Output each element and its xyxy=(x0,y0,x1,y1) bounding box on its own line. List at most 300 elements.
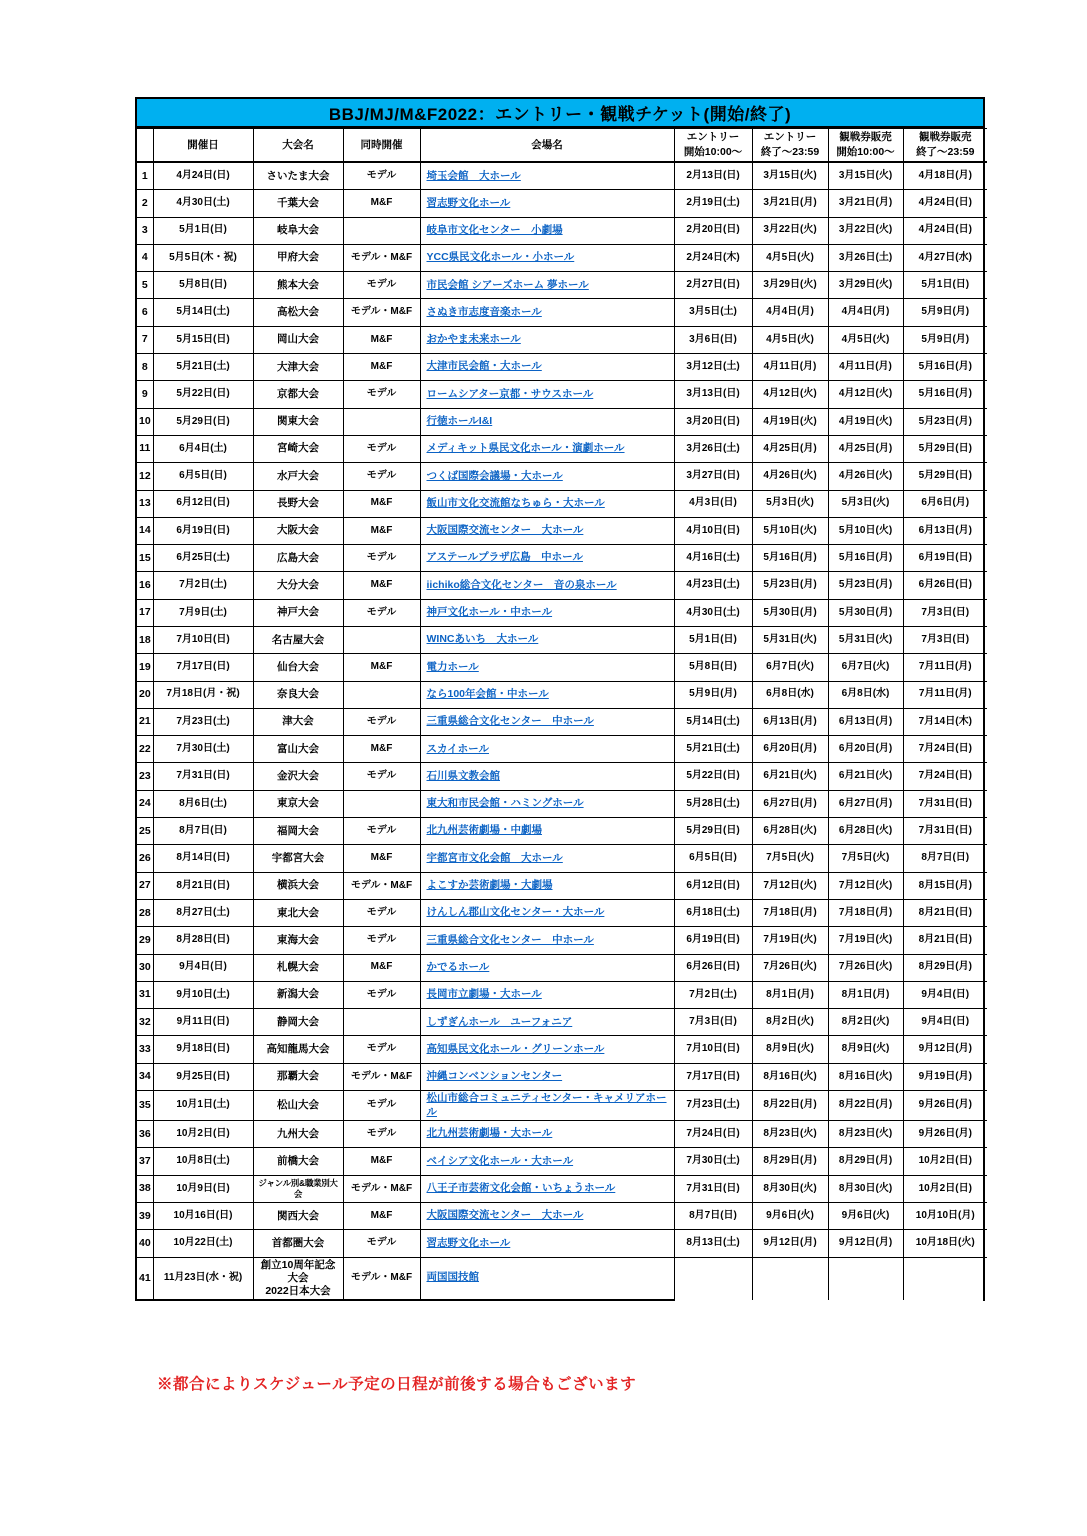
ticket-start: 7月5日(火) xyxy=(828,845,903,872)
row-number: 22 xyxy=(137,736,153,763)
table-row xyxy=(137,545,987,572)
venue-link[interactable]: iichiko総合文化センター 音の泉ホール xyxy=(426,578,617,591)
venue-link[interactable]: 北九州芸術劇場・大ホール xyxy=(426,1127,553,1140)
tournament-name: 大阪大会 xyxy=(253,517,343,544)
ticket-end: 5月9日(月) xyxy=(903,326,987,353)
event-date: 5月29日(日) xyxy=(153,408,253,435)
ticket-start: 3月22日(火) xyxy=(828,217,903,244)
tournament-name: ジャンル別&職業別大会 xyxy=(253,1175,343,1202)
ticket-end: 7月31日(日) xyxy=(903,818,987,845)
ticket-end: 9月19日(月) xyxy=(903,1063,987,1090)
event-date: 7月9日(土) xyxy=(153,599,253,626)
entry-end xyxy=(752,1257,828,1300)
header-row xyxy=(137,129,987,163)
row-number: 29 xyxy=(137,927,153,954)
entry-start: 3月5日(土) xyxy=(674,299,752,326)
row-number: 13 xyxy=(137,490,153,517)
row-number: 6 xyxy=(137,299,153,326)
header-concurrent-event: 同時開催 xyxy=(343,129,420,163)
ticket-start: 5月16日(月) xyxy=(828,545,903,572)
ticket-start: 5月10日(火) xyxy=(828,517,903,544)
ticket-end: 9月26日(月) xyxy=(903,1091,987,1121)
row-number: 14 xyxy=(137,517,153,544)
venue xyxy=(420,354,674,381)
ticket-end: 5月29日(日) xyxy=(903,463,987,490)
entry-start: 3月26日(土) xyxy=(674,435,752,462)
concurrent-event: モデル xyxy=(343,1121,420,1148)
entry-start: 7月31日(日) xyxy=(674,1175,752,1202)
venue xyxy=(420,1036,674,1063)
row-number: 5 xyxy=(137,272,153,299)
event-date: 6月19日(日) xyxy=(153,517,253,544)
entry-end: 5月16日(月) xyxy=(752,545,828,572)
entry-end: 6月13日(月) xyxy=(752,708,828,735)
entry-start xyxy=(674,1257,752,1300)
ticket-start: 9月12日(月) xyxy=(828,1230,903,1257)
entry-start: 5月9日(月) xyxy=(674,681,752,708)
concurrent-event: モデル・M&F xyxy=(343,872,420,899)
concurrent-event: M&F xyxy=(343,845,420,872)
tournament-name: 富山大会 xyxy=(253,736,343,763)
concurrent-event: モデル xyxy=(343,708,420,735)
tournament-name: 創立10周年記念大会 2022日本大会 xyxy=(253,1257,343,1300)
concurrent-event: モデル・M&F xyxy=(343,1063,420,1090)
table-row xyxy=(137,1121,987,1148)
table-row xyxy=(137,1091,987,1121)
ticket-start: 8月29日(月) xyxy=(828,1148,903,1175)
row-number: 18 xyxy=(137,626,153,653)
tournament-name: さいたま大会 xyxy=(253,162,343,189)
entry-end: 8月30日(火) xyxy=(752,1175,828,1202)
venue-link[interactable]: メディキット県民文化ホール・演劇ホール xyxy=(426,442,625,455)
concurrent-event: M&F xyxy=(343,654,420,681)
row-number: 10 xyxy=(137,408,153,435)
venue-link[interactable]: ベイシア文化ホール・大ホール xyxy=(426,1154,574,1167)
venue xyxy=(420,1202,674,1229)
ticket-start: 8月16日(火) xyxy=(828,1063,903,1090)
tournament-name: 首都圏大会 xyxy=(253,1230,343,1257)
ticket-end: 7月24日(日) xyxy=(903,736,987,763)
event-date: 6月25日(土) xyxy=(153,545,253,572)
entry-start: 6月12日(日) xyxy=(674,872,752,899)
venue-link[interactable]: 両国国技館 xyxy=(426,1271,479,1284)
tournament-name: 前橋大会 xyxy=(253,1148,343,1175)
row-number: 33 xyxy=(137,1036,153,1063)
venue xyxy=(420,326,674,353)
venue xyxy=(420,708,674,735)
concurrent-event: モデル xyxy=(343,927,420,954)
concurrent-event: M&F xyxy=(343,190,420,217)
row-number: 37 xyxy=(137,1148,153,1175)
entry-start: 5月1日(日) xyxy=(674,626,752,653)
concurrent-event: モデル xyxy=(343,545,420,572)
table-row xyxy=(137,1230,987,1257)
concurrent-event: M&F xyxy=(343,490,420,517)
table-row xyxy=(137,626,987,653)
ticket-end: 5月1日(日) xyxy=(903,272,987,299)
venue xyxy=(420,381,674,408)
concurrent-event: M&F xyxy=(343,954,420,981)
event-date: 10月8日(土) xyxy=(153,1148,253,1175)
ticket-start: 8月23日(火) xyxy=(828,1121,903,1148)
concurrent-event: M&F xyxy=(343,354,420,381)
venue-link[interactable]: 飯山市文化交流館なちゅら・大ホール xyxy=(426,496,605,509)
entry-end: 8月1日(月) xyxy=(752,981,828,1008)
venue xyxy=(420,763,674,790)
venue-link[interactable]: 大阪国際交流センター 大ホール xyxy=(426,524,584,537)
venue-link[interactable]: 市民会館 シアーズホーム 夢ホール xyxy=(426,278,589,291)
table-row xyxy=(137,1063,987,1090)
tournament-name: 甲府大会 xyxy=(253,244,343,271)
venue xyxy=(420,408,674,435)
entry-start: 5月14日(土) xyxy=(674,708,752,735)
entry-start: 6月19日(日) xyxy=(674,927,752,954)
venue-link[interactable]: つくば国際会議場・大ホール xyxy=(426,469,563,482)
row-number: 34 xyxy=(137,1063,153,1090)
row-number: 39 xyxy=(137,1202,153,1229)
tournament-name: 奈良大会 xyxy=(253,681,343,708)
tournament-name: 津大会 xyxy=(253,708,343,735)
concurrent-event: モデル xyxy=(343,763,420,790)
row-number: 1 xyxy=(137,162,153,189)
table-row xyxy=(137,1036,987,1063)
venue-link[interactable]: 松山市総合コミュニティセンター・キャメリアホール xyxy=(426,1092,667,1118)
event-date: 7月31日(日) xyxy=(153,763,253,790)
event-date: 5月8日(日) xyxy=(153,272,253,299)
entry-end: 7月19日(火) xyxy=(752,927,828,954)
concurrent-event xyxy=(343,408,420,435)
concurrent-event: モデル xyxy=(343,1230,420,1257)
venue-link[interactable]: 岐阜市文化センター 小劇場 xyxy=(426,223,563,236)
tournament-name: 松山大会 xyxy=(253,1091,343,1121)
table-row xyxy=(137,408,987,435)
venue-link[interactable]: 三重県総合文化センター 中ホール xyxy=(426,933,594,946)
concurrent-event: モデル xyxy=(343,435,420,462)
ticket-start: 7月26日(火) xyxy=(828,954,903,981)
entry-end: 3月29日(火) xyxy=(752,272,828,299)
entry-start: 8月7日(日) xyxy=(674,1202,752,1229)
ticket-end: 9月4日(日) xyxy=(903,981,987,1008)
entry-start: 5月29日(日) xyxy=(674,818,752,845)
ticket-end xyxy=(903,1257,987,1300)
tournament-name: 九州大会 xyxy=(253,1121,343,1148)
event-date: 8月6日(土) xyxy=(153,790,253,817)
row-number: 3 xyxy=(137,217,153,244)
schedule-body xyxy=(137,162,987,1299)
ticket-end: 7月14日(木) xyxy=(903,708,987,735)
venue-link[interactable]: 長岡市立劇場・大ホール xyxy=(426,988,542,1001)
entry-end: 6月21日(火) xyxy=(752,763,828,790)
venue-link[interactable]: 八王子市芸術文化会館・いちょうホール xyxy=(426,1182,616,1195)
ticket-end: 5月16日(月) xyxy=(903,381,987,408)
ticket-end: 9月12日(月) xyxy=(903,1036,987,1063)
venue-link[interactable]: 沖縄コンベンションセンター xyxy=(426,1070,563,1083)
ticket-start: 4月19日(火) xyxy=(828,408,903,435)
header-event-date: 開催日 xyxy=(153,129,253,163)
entry-start: 3月13日(日) xyxy=(674,381,752,408)
venue-link[interactable]: スカイホール xyxy=(426,742,489,755)
entry-start: 2月27日(日) xyxy=(674,272,752,299)
row-number: 16 xyxy=(137,572,153,599)
ticket-end: 4月18日(月) xyxy=(903,162,987,189)
ticket-start: 6月13日(月) xyxy=(828,708,903,735)
concurrent-event xyxy=(343,681,420,708)
entry-start: 7月17日(日) xyxy=(674,1063,752,1090)
entry-end: 8月2日(火) xyxy=(752,1009,828,1036)
venue-link[interactable]: おかやま未来ホール xyxy=(426,333,521,346)
tournament-name: 金沢大会 xyxy=(253,763,343,790)
venue xyxy=(420,818,674,845)
entry-start: 2月13日(日) xyxy=(674,162,752,189)
event-date: 7月10日(日) xyxy=(153,626,253,653)
venue xyxy=(420,1257,674,1300)
event-date: 7月30日(土) xyxy=(153,736,253,763)
table-row xyxy=(137,1148,987,1175)
venue-link[interactable]: 大阪国際交流センター 大ホール xyxy=(426,1209,584,1222)
concurrent-event: M&F xyxy=(343,1202,420,1229)
tournament-name: 水戸大会 xyxy=(253,463,343,490)
event-date: 4月30日(土) xyxy=(153,190,253,217)
ticket-end: 8月21日(日) xyxy=(903,899,987,926)
venue xyxy=(420,572,674,599)
event-date: 5月21日(土) xyxy=(153,354,253,381)
entry-end: 4月5日(火) xyxy=(752,326,828,353)
entry-start: 4月10日(日) xyxy=(674,517,752,544)
ticket-end: 7月24日(日) xyxy=(903,763,987,790)
ticket-end: 5月9日(月) xyxy=(903,299,987,326)
table-row xyxy=(137,190,987,217)
entry-end: 7月5日(火) xyxy=(752,845,828,872)
venue-link[interactable]: 三重県総合文化センター 中ホール xyxy=(426,715,594,728)
venue-link[interactable]: 宇都宮市文化会館 大ホール xyxy=(426,851,563,864)
venue xyxy=(420,217,674,244)
event-date: 9月11日(日) xyxy=(153,1009,253,1036)
row-number: 41 xyxy=(137,1257,153,1300)
entry-end: 4月19日(火) xyxy=(752,408,828,435)
venue-link[interactable]: WINCあいち 大ホール xyxy=(426,633,539,646)
row-number: 36 xyxy=(137,1121,153,1148)
ticket-start: 7月12日(火) xyxy=(828,872,903,899)
ticket-end: 6月13日(月) xyxy=(903,517,987,544)
event-date: 10月2日(日) xyxy=(153,1121,253,1148)
entry-end: 9月6日(火) xyxy=(752,1202,828,1229)
event-date: 8月27日(土) xyxy=(153,899,253,926)
schedule-table xyxy=(135,97,985,1301)
venue-link[interactable]: しずぎんホール ユーフォニア xyxy=(426,1015,573,1028)
row-number: 26 xyxy=(137,845,153,872)
venue-link[interactable]: 電力ホール xyxy=(426,660,479,673)
event-date: 8月21日(日) xyxy=(153,872,253,899)
entry-start: 2月20日(日) xyxy=(674,217,752,244)
venue-link[interactable]: 北九州芸術劇場・中劇場 xyxy=(426,824,542,837)
event-date: 8月14日(日) xyxy=(153,845,253,872)
tournament-name: 京都大会 xyxy=(253,381,343,408)
entry-start: 7月23日(土) xyxy=(674,1091,752,1121)
table-row xyxy=(137,954,987,981)
entry-start: 5月21日(土) xyxy=(674,736,752,763)
tournament-name: 神戸大会 xyxy=(253,599,343,626)
entry-end: 4月25日(月) xyxy=(752,435,828,462)
row-number: 19 xyxy=(137,654,153,681)
concurrent-event: M&F xyxy=(343,1148,420,1175)
venue-link[interactable]: 東大和市民会館・ハミングホール xyxy=(426,797,584,810)
venue xyxy=(420,1175,674,1202)
row-number: 24 xyxy=(137,790,153,817)
venue xyxy=(420,654,674,681)
row-number: 25 xyxy=(137,818,153,845)
venue-link[interactable]: さぬき市志度音楽ホール xyxy=(426,305,542,318)
venue-link[interactable]: 大津市民会館・大ホール xyxy=(426,360,542,373)
entry-start: 6月5日(日) xyxy=(674,845,752,872)
ticket-end: 4月24日(日) xyxy=(903,190,987,217)
concurrent-event: モデル xyxy=(343,899,420,926)
entry-start: 7月24日(日) xyxy=(674,1121,752,1148)
venue xyxy=(420,190,674,217)
ticket-end: 10月18日(火) xyxy=(903,1230,987,1257)
row-number: 35 xyxy=(137,1091,153,1121)
entry-end: 6月20日(月) xyxy=(752,736,828,763)
ticket-end: 7月31日(日) xyxy=(903,790,987,817)
row-number: 23 xyxy=(137,763,153,790)
event-date: 10月9日(日) xyxy=(153,1175,253,1202)
venue-link[interactable]: 行徳ホールI&I xyxy=(426,415,493,427)
event-date: 5月15日(日) xyxy=(153,326,253,353)
entry-start: 4月23日(土) xyxy=(674,572,752,599)
concurrent-event: モデル xyxy=(343,981,420,1008)
ticket-start: 8月30日(火) xyxy=(828,1175,903,1202)
table-row xyxy=(137,354,987,381)
venue-link[interactable]: けんしん郡山文化センター・大ホール xyxy=(426,906,605,919)
ticket-start: 9月6日(火) xyxy=(828,1202,903,1229)
event-date: 6月5日(日) xyxy=(153,463,253,490)
ticket-end: 4月27日(水) xyxy=(903,244,987,271)
table-row xyxy=(137,572,987,599)
venue-link[interactable]: アステールプラザ広島 中ホール xyxy=(426,551,583,564)
tournament-name: 東北大会 xyxy=(253,899,343,926)
event-date: 6月12日(日) xyxy=(153,490,253,517)
row-number: 40 xyxy=(137,1230,153,1257)
table-row xyxy=(137,1009,987,1036)
venue xyxy=(420,490,674,517)
venue xyxy=(420,244,674,271)
venue-link[interactable]: かでるホール xyxy=(426,960,490,973)
tournament-name: 長野大会 xyxy=(253,490,343,517)
ticket-end: 5月29日(日) xyxy=(903,435,987,462)
event-date: 10月1日(土) xyxy=(153,1091,253,1121)
entry-start: 7月3日(日) xyxy=(674,1009,752,1036)
tournament-name: 那覇大会 xyxy=(253,1063,343,1090)
event-date: 5月22日(日) xyxy=(153,381,253,408)
ticket-end: 9月4日(日) xyxy=(903,1009,987,1036)
table-row xyxy=(137,599,987,626)
ticket-start: 4月11日(月) xyxy=(828,354,903,381)
venue-link[interactable]: なら100年会館・中ホール xyxy=(426,687,549,700)
venue xyxy=(420,1121,674,1148)
ticket-end: 8月7日(日) xyxy=(903,845,987,872)
venue-link[interactable]: 習志野文化ホール xyxy=(426,1236,511,1249)
venue-link[interactable]: 神戸文化ホール・中ホール xyxy=(426,606,553,619)
table-row xyxy=(137,1202,987,1229)
entry-end: 8月23日(火) xyxy=(752,1121,828,1148)
event-date: 10月16日(日) xyxy=(153,1202,253,1229)
ticket-end: 6月19日(日) xyxy=(903,545,987,572)
venue xyxy=(420,681,674,708)
tournament-name: 熊本大会 xyxy=(253,272,343,299)
entry-end: 6月28日(火) xyxy=(752,818,828,845)
tournament-name: 高知龍馬大会 xyxy=(253,1036,343,1063)
header-index xyxy=(137,129,153,163)
ticket-start: 4月4日(月) xyxy=(828,299,903,326)
concurrent-event: モデル・M&F xyxy=(343,244,420,271)
venue xyxy=(420,1230,674,1257)
venue xyxy=(420,899,674,926)
venue xyxy=(420,790,674,817)
concurrent-event: モデル xyxy=(343,818,420,845)
table-row xyxy=(137,681,987,708)
venue-link[interactable]: ロームシアター京都・サウスホール xyxy=(426,387,594,400)
ticket-start: 5月23日(月) xyxy=(828,572,903,599)
entry-end: 8月22日(月) xyxy=(752,1091,828,1121)
ticket-start: 7月18日(月) xyxy=(828,899,903,926)
table-row xyxy=(137,899,987,926)
tournament-name: 岡山大会 xyxy=(253,326,343,353)
ticket-start: 3月26日(土) xyxy=(828,244,903,271)
ticket-end: 10月2日(日) xyxy=(903,1175,987,1202)
entry-end: 3月21日(月) xyxy=(752,190,828,217)
event-date: 7月17日(日) xyxy=(153,654,253,681)
concurrent-event: M&F xyxy=(343,736,420,763)
entry-end: 5月30日(月) xyxy=(752,599,828,626)
ticket-start: 8月22日(月) xyxy=(828,1091,903,1121)
venue-link[interactable]: 高知県民文化ホール・グリーンホール xyxy=(426,1042,605,1055)
venue-link[interactable]: 埼玉会館 大ホール xyxy=(426,169,521,182)
tournament-name: 大津大会 xyxy=(253,354,343,381)
table-row xyxy=(137,872,987,899)
entry-start: 3月20日(日) xyxy=(674,408,752,435)
ticket-end: 7月11日(月) xyxy=(903,681,987,708)
entry-end: 4月5日(火) xyxy=(752,244,828,271)
concurrent-event: M&F xyxy=(343,572,420,599)
entry-start: 7月2日(土) xyxy=(674,981,752,1008)
venue-link[interactable]: よこすか芸術劇場・大劇場 xyxy=(426,879,553,892)
entry-start: 2月19日(土) xyxy=(674,190,752,217)
venue xyxy=(420,299,674,326)
event-date: 6月4日(土) xyxy=(153,435,253,462)
concurrent-event: モデル xyxy=(343,272,420,299)
ticket-end: 10月10日(月) xyxy=(903,1202,987,1229)
tournament-name: 宮崎大会 xyxy=(253,435,343,462)
tournament-name: 千葉大会 xyxy=(253,190,343,217)
event-date: 5月5日(木・祝) xyxy=(153,244,253,271)
tournament-name: 仙台大会 xyxy=(253,654,343,681)
entry-start: 5月8日(日) xyxy=(674,654,752,681)
event-date: 7月2日(土) xyxy=(153,572,253,599)
venue xyxy=(420,872,674,899)
tournament-name: 東海大会 xyxy=(253,927,343,954)
table-row xyxy=(137,517,987,544)
entry-end: 7月26日(火) xyxy=(752,954,828,981)
venue-link[interactable]: 習志野文化ホール xyxy=(426,196,511,209)
event-date: 10月22日(土) xyxy=(153,1230,253,1257)
tournament-name: 高松大会 xyxy=(253,299,343,326)
row-number: 15 xyxy=(137,545,153,572)
venue-link[interactable]: 石川県文教会館 xyxy=(426,769,500,782)
venue xyxy=(420,1063,674,1090)
ticket-start: 5月3日(火) xyxy=(828,490,903,517)
event-date: 7月18日(月・祝) xyxy=(153,681,253,708)
entry-end: 4月26日(火) xyxy=(752,463,828,490)
venue-link[interactable]: YCC県民文化ホール・小ホール xyxy=(426,251,575,264)
